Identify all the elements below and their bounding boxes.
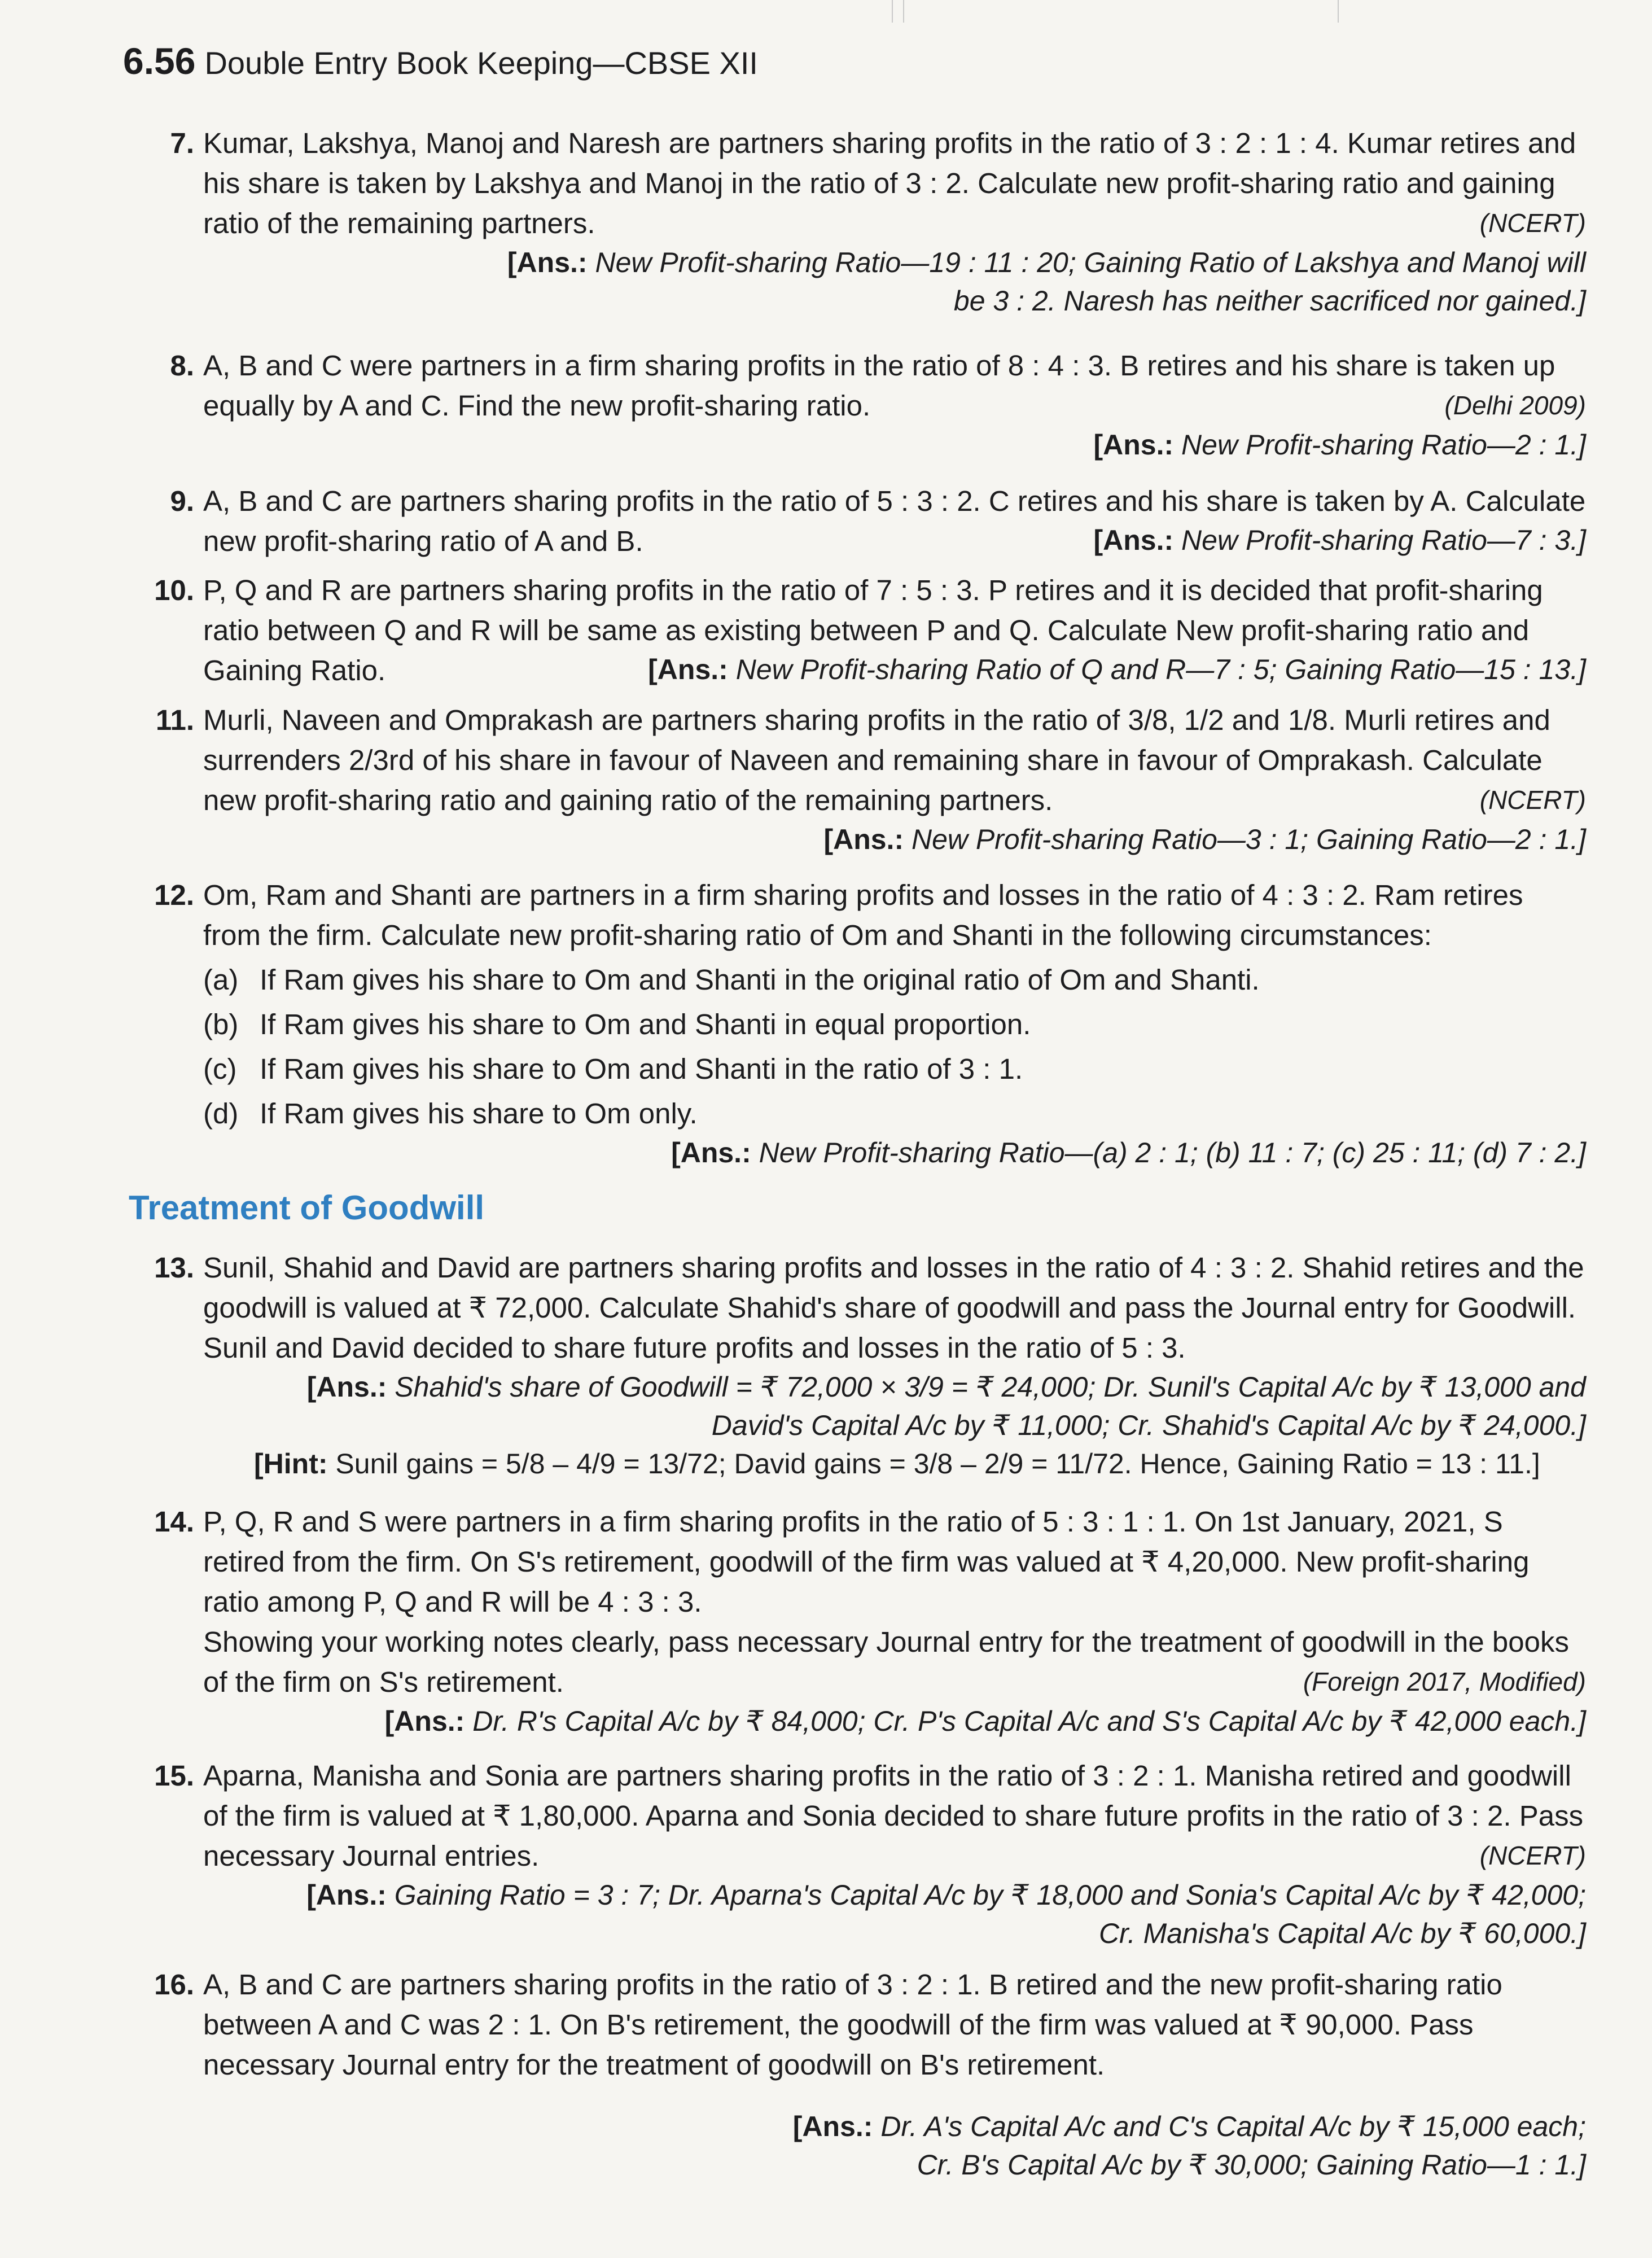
question-10 [147,570,1586,690]
answer-lead: [Ans.: [384,1705,465,1737]
question-number: 14. [154,1506,194,1538]
question-8 [147,345,1586,464]
book-title: Double Entry Book Keeping—CBSE XII [204,45,758,81]
sub-question: (a) If Ram gives his share to Om and Shanti in the original ratio of Om and Shanti. [203,964,1260,996]
hint-text: Sunil gains = 5/8 – 4/9 = 13/72; David gains = 3/8 – 2/9 = 11/72. Hence, Gaining Ratio = 13 : 11.] [335,1448,1540,1480]
answer-text: New Profit-sharing Ratio—7 : 3.] [1181,524,1586,556]
question-text: Aparna, Manisha and Sonia are partners sharing profits in the ratio of 3 : 2 : 1. Manisha retired and goodwill of the firm is valued at ₹ 1,80,000. Aparna and Sonia decided to share future profits in the ratio of 3 : 2. Pass necessary Journal entries. [203,1760,1584,1872]
answer [203,426,1586,464]
answer [648,650,1586,689]
answer-lead: [Ans.: [648,654,728,685]
answer-text: New Profit-sharing Ratio—(a) 2 : 1; (b) 11 : 7; (c) 25 : 11; (d) 7 : 2.] [759,1137,1586,1169]
question-number: 9. [170,485,194,517]
question-14 [147,1502,1586,1740]
page-edge-mark [903,0,904,23]
question-16 [147,1964,1586,2184]
answer-lead: [Ans.: [1093,429,1174,461]
answer-text: New Profit-sharing Ratio—19 : 11 : 20; Gaining Ratio of Lakshya and Manoj will [595,247,1586,278]
answer [203,820,1586,859]
question-7 [147,123,1586,320]
question-number: 12. [154,879,194,911]
answer [203,1134,1586,1172]
question-number: 7. [170,127,194,159]
answer-text: David's Capital A/c by ₹ 11,000; Cr. Shahid's Capital A/c by ₹ 24,000.] [711,1410,1586,1441]
page-number: 6.56 [123,40,196,82]
question-12 [147,875,1586,1172]
sub-question: (d) If Ram gives his share to Om only. [203,1097,698,1130]
question-number: 15. [154,1760,194,1792]
page-edge-mark [892,0,893,23]
question-source: (Delhi 2009) [1444,391,1586,420]
question-text: A, B and C were partners in a firm sharing profits in the ratio of 8 : 4 : 3. B retires and his share is taken up equally by A and C. Find the new profit-sharing ratio. [203,349,1555,422]
answer-lead: [Ans.: [823,824,904,855]
answer-text: New Profit-sharing Ratio of Q and R—7 : 5; Gaining Ratio—15 : 13.] [735,654,1586,685]
answer-text: Cr. B's Capital A/c by ₹ 30,000; Gaining Ratio—1 : 1.] [917,2149,1586,2181]
answer-text: Shahid's share of Goodwill = ₹ 72,000 × 3/9 = ₹ 24,000; Dr. Sunil's Capital A/c by ₹ 13,000 and [395,1371,1586,1403]
hint-lead: [Hint: [254,1448,328,1480]
question-source: (Foreign 2017, Modified) [1303,1667,1586,1696]
question-text: P, Q, R and S were partners in a firm sharing profits in the ratio of 5 : 3 : 1 : 1. On 1st January, 2021, S retired from the firm. On S's retirement, goodwill of the firm was valued at ₹ 4,20,000. New profit-sharing ratio among P, Q and R will be 4 : 3 : 3. [203,1506,1530,1618]
question-text-continued: Showing your working notes clearly, pass necessary Journal entry for the treatment of goodwill in the books of the firm on S's retirement. (Foreign 2017, Modified) [203,1622,1586,1702]
sub-question-list [203,960,1586,1134]
sub-question: (b) If Ram gives his share to Om and Shanti in equal proportion. [203,1008,1031,1040]
answer [1093,521,1586,559]
answer-lead: [Ans.: [306,1371,387,1403]
question-source: (NCERT) [1479,1841,1586,1870]
answer-text: New Profit-sharing Ratio—3 : 1; Gaining Ratio—2 : 1.] [912,824,1586,855]
answer-lead: [Ans.: [792,2111,873,2142]
question-text: A, B and C are partners sharing profits in the ratio of 5 : 3 : 2. C retires and his share is taken by A. Calculate new profit-sharing ratio of A and B. [203,485,1586,557]
answer [203,2107,1586,2184]
question-text: Murli, Naveen and Omprakash are partners sharing profits in the ratio of 3/8, 1/2 and 1/8. Murli retires and surrenders 2/3rd of his share in favour of Naveen and remaining share in favour of Omprakash. Calculate new profit-sharing ratio and gaining ratio of the remaining partners. [203,704,1550,816]
answer [203,1702,1586,1740]
answer [203,1368,1586,1445]
answer-text: Gaining Ratio = 3 : 7; Dr. Aparna's Capital A/c by ₹ 18,000 and Sonia's Capital A/c by ₹ 42,000; [394,1879,1586,1911]
answer-lead: [Ans.: [306,1879,387,1911]
section-title: Treatment of Goodwill [129,1189,485,1227]
question-number: 8. [170,349,194,382]
sub-question: (c) If Ram gives his share to Om and Shanti in the ratio of 3 : 1. [203,1053,1023,1085]
question-number: 10. [154,574,194,606]
question-number: 11. [155,704,194,736]
page-edge-mark [1338,0,1339,23]
question-15 [147,1756,1586,1953]
answer-text: New Profit-sharing Ratio—2 : 1.] [1181,429,1586,461]
question-9 [147,481,1586,561]
question-13 [147,1248,1586,1483]
question-source: (NCERT) [1479,208,1586,238]
question-text: Kumar, Lakshya, Manoj and Naresh are partners sharing profits in the ratio of 3 : 2 : 1 : 4. Kumar retires and his share is taken by Lakshya and Manoj in the ratio of 3 : 2. Calculate new profit-sharing ratio and gaining ratio of the remaining partners. [203,127,1576,239]
hint [203,1445,1586,1483]
question-text: Sunil, Shahid and David are partners sharing profits and losses in the ratio of 4 : 3 : 2. Shahid retires and the goodwill is valued at ₹ 72,000. Calculate Shahid's share of goodwill and pass the Journal entry for Goodwill. Sunil and David decided to share future profits and losses in the ratio of 5 : 3. [203,1251,1584,1364]
question-source: (NCERT) [1479,785,1586,815]
answer-lead: [Ans.: [1093,524,1174,556]
question-text: P, Q and R are partners sharing profits in the ratio of 7 : 5 : 3. P retires and it is decided that profit-sharing ratio between Q and R will be same as existing between P and Q. Calculate New profit-sharing ratio and Gaining Ratio. [203,574,1543,686]
answer [203,1876,1586,1953]
answer-lead: [Ans.: [671,1137,751,1169]
question-text: A, B and C are partners sharing profits in the ratio of 3 : 2 : 1. B retired and the new profit-sharing ratio between A and C was 2 : 1. On B's retirement, the goodwill of the firm was valued at ₹ 90,000. Pass necessary Journal entry for the treatment of goodwill on B's retirement. [203,1968,1502,2081]
answer-text: Dr. R's Capital A/c by ₹ 84,000; Cr. P's Capital A/c and S's Capital A/c by ₹ 42,000 each.] [472,1705,1586,1737]
answer-text: be 3 : 2. Naresh has neither sacrificed nor gained.] [953,285,1586,317]
answer-text: Dr. A's Capital A/c and C's Capital A/c by ₹ 15,000 each; [880,2111,1586,2142]
answer [203,243,1586,320]
question-number: 13. [154,1251,194,1284]
question-text: Om, Ram and Shanti are partners in a firm sharing profits and losses in the ratio of 4 : 3 : 2. Ram retires from the firm. Calculate new profit-sharing ratio of Om and Shanti in the following circumstances: [203,879,1523,951]
answer-lead: [Ans.: [507,247,588,278]
page-header [123,40,758,82]
question-11 [147,700,1586,859]
answer-text: Cr. Manisha's Capital A/c by ₹ 60,000.] [1098,1918,1586,1949]
question-number: 16. [154,1968,194,2001]
